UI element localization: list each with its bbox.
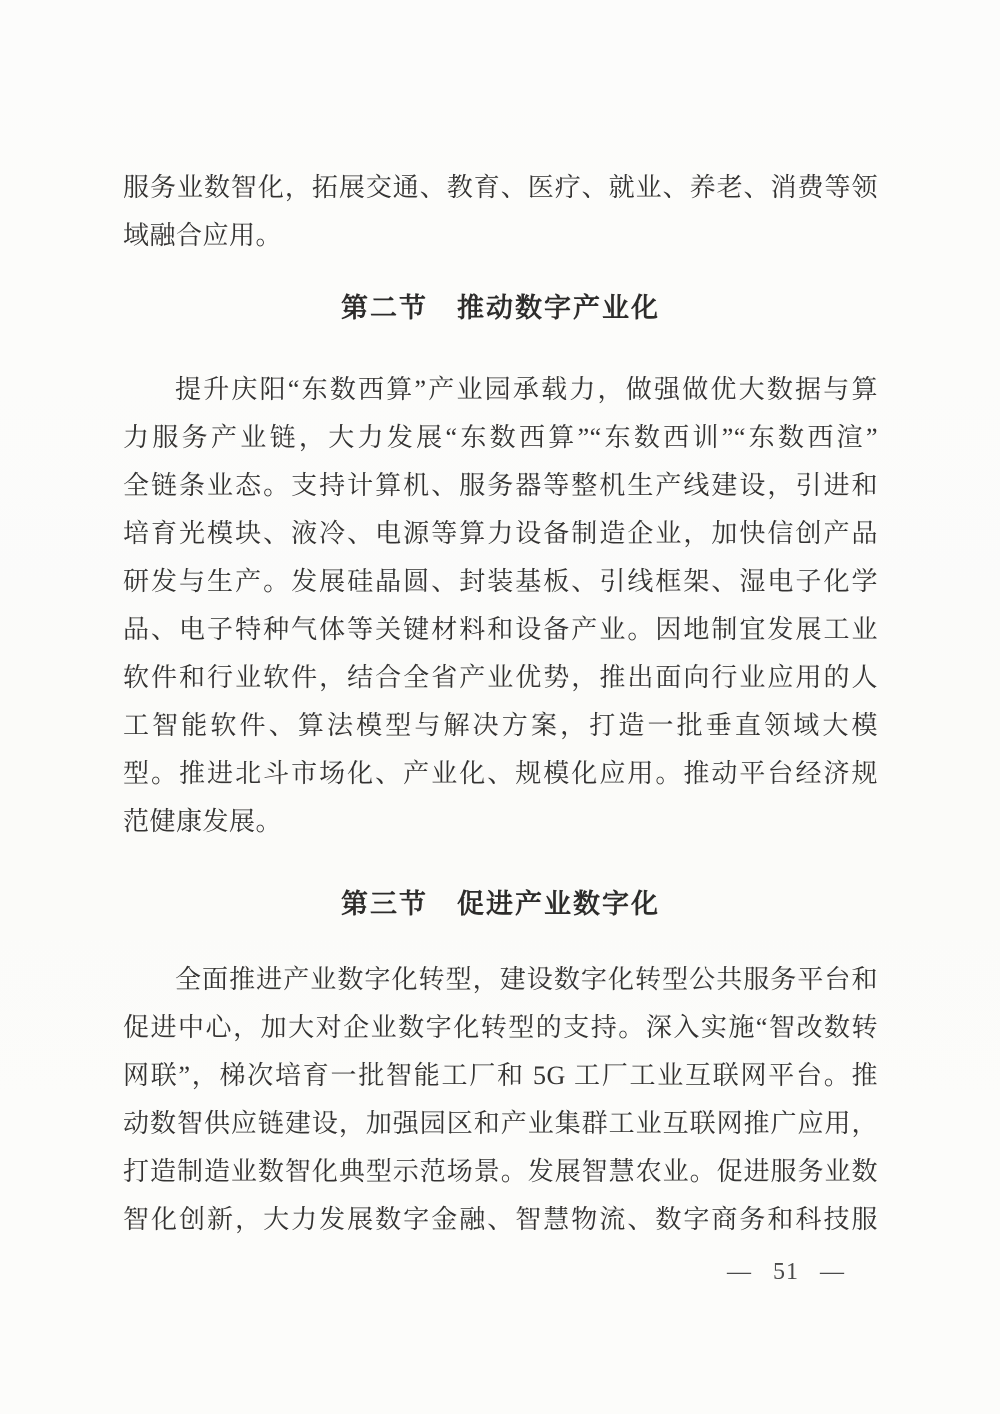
body-text-line: 智化创新，大力发展数字金融、智慧物流、数字商务和科技服 <box>123 1205 878 1234</box>
body-text-line: 域融合应用。 <box>123 221 283 250</box>
page-number: — 51 — <box>727 1259 845 1285</box>
body-text-line: 培育光模块、液冷、电源等算力设备制造企业，加快信创产品 <box>123 519 878 548</box>
paragraph-section2 <box>123 366 878 846</box>
body-text-line: 动数智供应链建设，加强园区和产业集群工业互联网推广应用， <box>123 1109 878 1138</box>
body-text-line: 品、电子特种气体等关键材料和设备产业。因地制宜发展工业 <box>123 615 878 644</box>
body-text-line: 范健康发展。 <box>123 807 283 836</box>
page-content <box>123 164 878 1290</box>
body-text-line: 促进中心，加大对企业数字化转型的支持。深入实施“智改数转 <box>123 1013 878 1042</box>
paragraph-section3 <box>123 956 878 1244</box>
body-text-line: 打造制造业数智化典型示范场景。发展智慧农业。促进服务业数 <box>123 1157 878 1186</box>
body-text-line: 提升庆阳“东数西算”产业园承载力，做强做优大数据与算 <box>175 375 878 404</box>
section-heading-2: 第二节 推动数字产业化 <box>341 293 660 323</box>
body-text-line: 工智能软件、算法模型与解决方案，打造一批垂直领域大模 <box>123 711 878 740</box>
body-text-line: 力服务产业链，大力发展“东数西算”“东数西训”“东数西渲” <box>123 423 878 452</box>
section-heading-3: 第三节 促进产业数字化 <box>341 889 660 919</box>
body-text-line: 软件和行业软件，结合全省产业优势，推出面向行业应用的人 <box>123 663 878 692</box>
paragraph-continued <box>123 164 878 260</box>
body-text-line: 全链条业态。支持计算机、服务器等整机生产线建设，引进和 <box>123 471 878 500</box>
body-text-line: 服务业数智化，拓展交通、教育、医疗、就业、养老、消费等领 <box>123 173 878 202</box>
body-text-line: 网联”，梯次培育一批智能工厂和 5G 工厂工业互联网平台。推 <box>123 1061 878 1090</box>
body-text-line: 型。推进北斗市场化、产业化、规模化应用。推动平台经济规 <box>123 759 878 788</box>
body-text-line: 全面推进产业数字化转型，建设数字化转型公共服务平台和 <box>175 965 878 994</box>
body-text-line: 研发与生产。发展硅晶圆、封装基板、引线框架、湿电子化学 <box>123 567 878 596</box>
